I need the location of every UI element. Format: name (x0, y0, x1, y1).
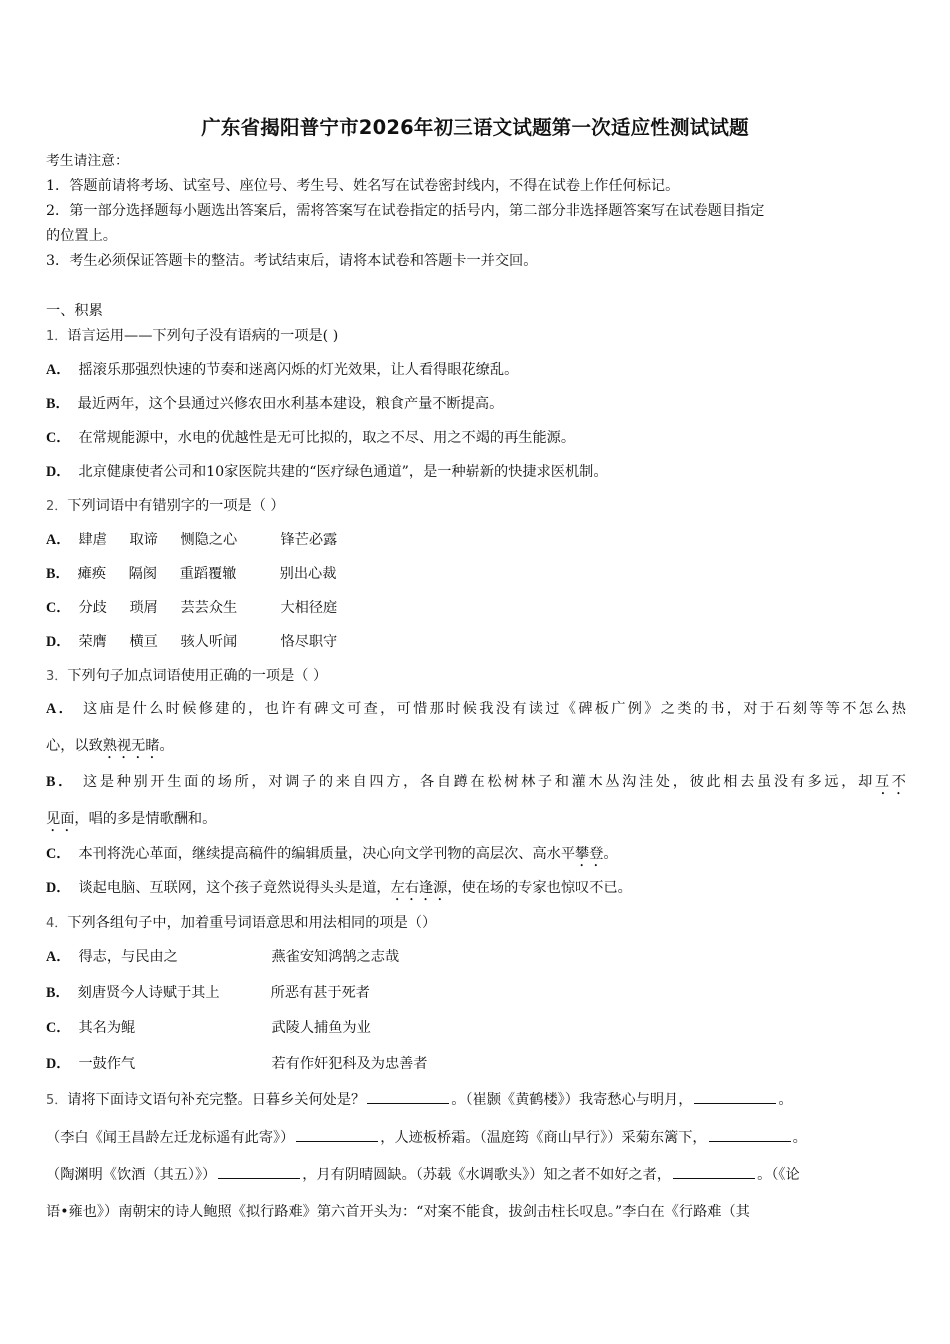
word: 骇人听闻 (180, 634, 238, 650)
word: 琐屑 (129, 600, 158, 616)
word: 恻隐之心 (180, 532, 238, 548)
option-letter: B． (46, 396, 70, 412)
question-text: 。 (778, 1092, 793, 1108)
answer-blank[interactable] (218, 1166, 300, 1179)
option-letter: B． (46, 985, 70, 1001)
question-text: 。（崔颢《黄鹤楼》）我寄愁心与明月， (451, 1092, 693, 1108)
question-number: 1． (46, 329, 68, 344)
q3-option-d (46, 879, 632, 904)
question-text: （李白《闻王昌龄左迁龙标遥有此寄》） (46, 1130, 295, 1146)
emphasized-word: 攀登 (575, 846, 604, 862)
option-text: 心，以致 (46, 738, 103, 754)
option-letter: C． (46, 1020, 71, 1036)
phrase-left: 一鼓作气 (78, 1056, 136, 1072)
emphasized-word: 左右逢源 (390, 880, 448, 896)
q4-option-d (46, 1055, 428, 1073)
notice-item-1: 1．答题前请将考场、试室号、座位号、考生号、姓名写在试卷密封线内，不得在试卷上作任何标记。 (46, 178, 680, 194)
answer-blank[interactable] (673, 1166, 755, 1179)
q4-option-a (46, 948, 399, 966)
question-5-line-1 (46, 1091, 793, 1110)
question-number: 5． (46, 1093, 68, 1108)
question-1-stem (46, 327, 338, 346)
q3-option-b (46, 773, 906, 798)
word: 荣膺 (78, 634, 107, 650)
phrase-left: 得志，与民由之 (78, 949, 178, 965)
option-letter: A． (46, 362, 71, 378)
word: 大相径庭 (280, 600, 338, 616)
q2-option-a (46, 531, 337, 549)
answer-blank[interactable] (367, 1091, 449, 1104)
question-3-stem (46, 667, 327, 686)
option-letter: A． (46, 701, 76, 717)
question-text: 。（《论 (757, 1167, 800, 1183)
option-text: 北京健康使者公司和10家医院共建的“医疗绿色通道”，是一种崭新的快捷求医机制。 (78, 464, 608, 480)
section-label: 一、积累 (46, 303, 103, 319)
q2-option-b (46, 565, 336, 583)
phrase-left: 刻唐贤今人诗赋于其上 (77, 985, 220, 1001)
word: 横亘 (129, 634, 158, 650)
page-title: 广东省揭阳普宁市2026年初三语文试题第一次适应性测试试题 (201, 116, 749, 139)
q1-option-d (46, 463, 608, 481)
q1-option-c (46, 429, 575, 447)
question-text: ，人迹板桥霜。（温庭筠《商山早行》）采菊东篱下， (380, 1130, 707, 1146)
word: 肆虐 (78, 532, 107, 548)
emphasized-word: 见面 (46, 811, 75, 827)
option-letter: D． (46, 880, 71, 896)
question-5-line-3 (46, 1166, 800, 1184)
option-letter: D． (46, 634, 71, 650)
option-text: 摇滚乐那强烈快速的节奏和迷离闪烁的灯光效果，让人看得眼花缭乱。 (78, 362, 519, 378)
notice-item-2: 2．第一部分选择题每小题选出答案后，需将答案写在试卷指定的括号内，第二部分非选择题答案写在试卷题目指定 (46, 203, 765, 219)
question-number: 2． (46, 499, 68, 514)
option-text: 最近两年，这个县通过兴修农田水利基本建设，粮食产量不断提高。 (77, 396, 504, 412)
notice-item-2-cont: 的位置上。 (46, 228, 117, 244)
word: 瘫痪 (77, 566, 107, 582)
option-letter: D． (46, 1056, 71, 1072)
answer-blank[interactable] (709, 1129, 791, 1142)
question-text: 语言运用——下列句子没有语病的一项是( ) (67, 328, 339, 344)
question-5-line-4: 语•雍也》）南朝宋的诗人鲍照《拟行路难》第六首开头为：“对案不能食，拔剑击柱长叹息。”李白在《行路难（其 (46, 1204, 750, 1220)
q2-option-c (46, 599, 337, 617)
notice-heading: 考生请注意： (46, 153, 129, 169)
q4-option-c (46, 1019, 371, 1037)
q1-option-b (46, 395, 503, 413)
question-number: 4． (46, 916, 68, 931)
option-letter: A． (46, 949, 71, 965)
option-text: 本刊将洗心革面，继续提高稿件的编辑质量，决心向文学刊物的高层次、高水平 (78, 846, 576, 862)
option-text: 。 (603, 846, 618, 862)
word: 恪尽职守 (280, 634, 338, 650)
question-2-stem (46, 497, 285, 516)
q3-option-a-cont (46, 737, 174, 762)
word: 锋芒必露 (280, 532, 338, 548)
question-text: 下列句子加点词语使用正确的一项是（ ） (67, 668, 328, 684)
q3-option-c (46, 845, 618, 870)
question-text: 请将下面诗文语句补充完整。日暮乡关何处是？ (67, 1092, 366, 1108)
option-text: 这庙是什么时候修建的，也许有碑文可查，可惜那时候我没有读过《碑板广例》之类的书，对于石刻等等不怎么热 (83, 701, 906, 717)
word: 隔阂 (128, 566, 158, 582)
question-4-stem (46, 914, 436, 933)
answer-blank[interactable] (694, 1091, 776, 1104)
option-letter: D． (46, 464, 71, 480)
q3-option-b-cont (46, 810, 216, 835)
notice-item-3: 3．考生必须保证答题卡的整洁。考试结束后，请将本试卷和答题卡一并交回。 (46, 253, 538, 269)
option-text: 谈起电脑、互联网，这个孩子竟然说得头头是道， (78, 880, 391, 896)
phrase-right: 所恶有甚于死者 (270, 985, 370, 1001)
option-text: 在常规能源中，水电的优越性是无可比拟的，取之不尽、用之不竭的再生能源。 (78, 430, 576, 446)
option-letter: A． (46, 532, 71, 548)
option-text: 这是种别开生面的场所，对调子的来自四方，各自蹲在松树林子和灌木丛沟洼处，彼此相去虽没有多远，却 (82, 774, 875, 790)
word: 分歧 (78, 600, 107, 616)
question-text: 下列各组句子中，加着重号词语意思和用法相同的项是（） (67, 915, 437, 931)
option-text: 。 (159, 738, 174, 754)
q4-option-b (46, 984, 370, 1002)
q3-option-a (46, 700, 906, 718)
word: 别出心裁 (279, 566, 337, 582)
answer-blank[interactable] (296, 1129, 378, 1142)
option-letter: B． (46, 566, 70, 582)
phrase-right: 燕雀安知鸿鹄之志哉 (271, 949, 400, 965)
question-text: 下列词语中有错别字的一项是（ ） (67, 498, 285, 514)
option-letter: B． (46, 774, 75, 790)
question-5-line-2 (46, 1129, 807, 1147)
phrase-left: 其名为鲲 (78, 1020, 136, 1036)
option-text: ，唱的多是情歌酬和。 (74, 811, 217, 827)
question-text: ，月有阴晴圆缺。（苏载《水调歌头》）知之者不如好之者， (302, 1167, 672, 1183)
option-letter: C． (46, 846, 71, 862)
phrase-right: 若有作奸犯科及为忠善者 (271, 1056, 428, 1072)
q1-option-a (46, 361, 518, 379)
question-number: 3． (46, 669, 68, 684)
word: 重蹈覆辙 (179, 566, 237, 582)
option-letter: C． (46, 600, 71, 616)
question-text: （陶渊明《饮酒（其五）》） (46, 1167, 217, 1183)
word: 芸芸众生 (180, 600, 238, 616)
emphasized-word: 熟视无睹 (102, 738, 160, 754)
emphasized-word: 互不 (874, 774, 906, 790)
option-text: ，使在场的专家也惊叹不已。 (447, 880, 632, 896)
option-letter: C． (46, 430, 71, 446)
q2-option-d (46, 633, 337, 651)
question-text: 。 (792, 1130, 807, 1146)
word: 取谛 (129, 532, 158, 548)
phrase-right: 武陵人捕鱼为业 (271, 1020, 371, 1036)
